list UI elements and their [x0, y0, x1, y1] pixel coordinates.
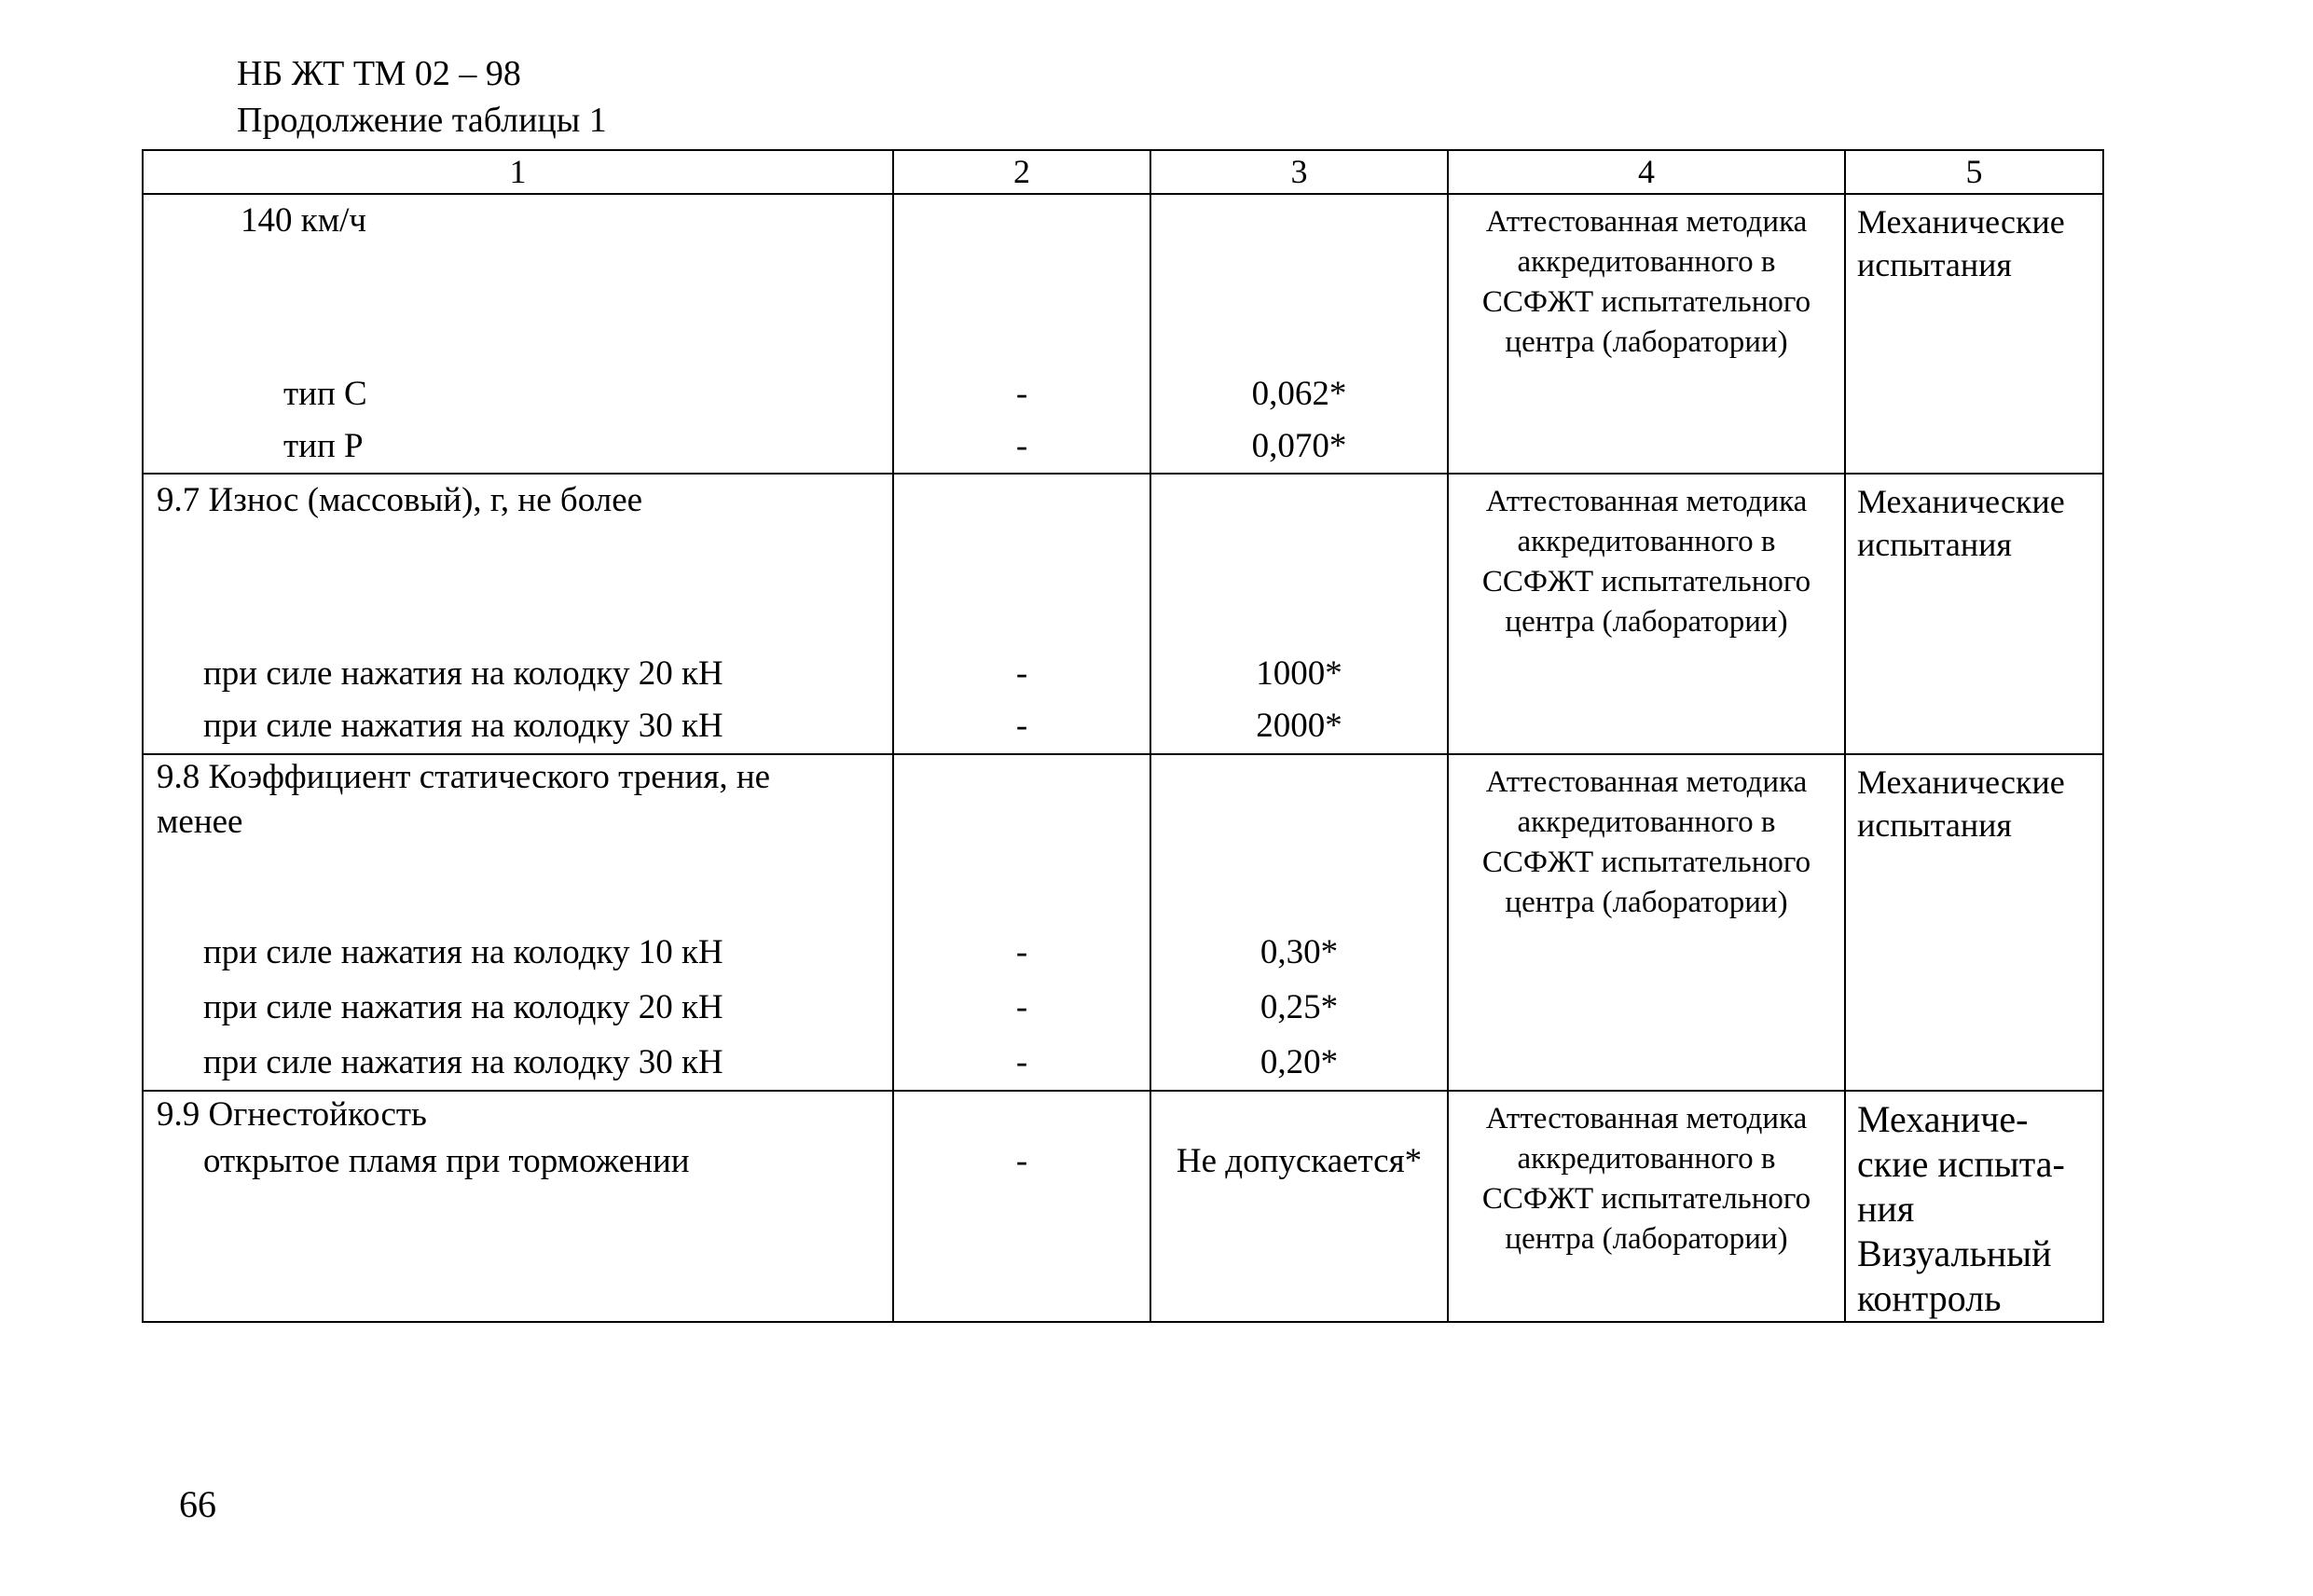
group-title: 140 км/ч	[241, 201, 367, 240]
dash-value: -	[1015, 707, 1028, 745]
value-cell-col2	[893, 754, 1150, 1091]
test-type-line: испытания	[1857, 526, 2012, 563]
norm-value: 0,062*	[1251, 375, 1347, 413]
method-line: аккредитованного в	[1517, 805, 1776, 839]
group-title: 9.7 Износ (массовый), г, не более	[157, 481, 643, 519]
parameter-label: при силе нажатия на колодку 30 кН	[203, 1043, 723, 1081]
column-number: 3	[1150, 150, 1448, 194]
test-type-line: контроль	[1857, 1277, 2002, 1319]
method-line: центра (лаборатории)	[1505, 1222, 1788, 1256]
dash-value: -	[1015, 1043, 1028, 1081]
table-row	[143, 194, 2103, 474]
dash-value: -	[1015, 933, 1028, 971]
parameter-label: тип С	[283, 375, 367, 413]
table-row	[143, 474, 2103, 754]
column-number-row	[143, 150, 2103, 194]
document-code: НБ ЖТ ТМ 02 – 98	[237, 54, 521, 93]
value-cell-col2	[893, 1091, 1150, 1322]
method-line: ССФЖТ испытательного	[1481, 285, 1811, 319]
norm-value: Не допускается*	[1176, 1142, 1423, 1180]
value-cell-col3	[1150, 474, 1448, 754]
method-line: ССФЖТ испытательного	[1481, 565, 1811, 598]
method-line: аккредитованного в	[1517, 245, 1776, 279]
table-row	[143, 1091, 2103, 1322]
test-type-line: испытания	[1857, 246, 2012, 283]
column-number: 4	[1448, 150, 1845, 194]
parameter-label: при силе нажатия на колодку 30 кН	[203, 707, 723, 745]
method-line: Аттестованная методика	[1485, 765, 1808, 799]
test-type-cell	[1845, 474, 2103, 754]
norm-value: 1000*	[1256, 654, 1342, 693]
test-type-line: ния	[1857, 1188, 1915, 1230]
dash-value: -	[1015, 427, 1028, 465]
parameter-cell	[143, 754, 893, 1091]
parameter-label: при силе нажатия на колодку 20 кН	[203, 654, 723, 693]
group-title: 9.9 Огнестойкость	[157, 1095, 427, 1134]
value-cell-col2	[893, 194, 1150, 474]
parameter-cell	[143, 194, 893, 474]
parameter-label: тип Р	[283, 427, 364, 465]
test-method-cell	[1448, 1091, 1845, 1322]
column-number: 1	[143, 150, 893, 194]
value-cell-col3	[1150, 1091, 1448, 1322]
norm-value: 2000*	[1256, 707, 1342, 745]
column-number: 2	[893, 150, 1150, 194]
parameter-label: при силе нажатия на колодку 20 кН	[203, 988, 723, 1026]
test-type-line: испытания	[1857, 806, 2012, 844]
dash-value: -	[1015, 375, 1028, 413]
test-type-cell	[1845, 194, 2103, 474]
method-line: Аттестованная методика	[1485, 205, 1808, 239]
dash-value: -	[1015, 654, 1028, 693]
test-type-cell	[1845, 754, 2103, 1091]
value-cell-col2	[893, 474, 1150, 754]
test-type-line: Механические	[1857, 483, 2065, 520]
norm-value: 0,30*	[1260, 933, 1339, 971]
test-type-line: Механические	[1857, 203, 2065, 241]
norm-value: 0,25*	[1260, 988, 1339, 1026]
test-type-line: Визуальный	[1857, 1232, 2052, 1274]
dash-value: -	[1015, 988, 1028, 1026]
test-method-cell	[1448, 754, 1845, 1091]
table-continuation-title: Продолжение таблицы 1	[237, 101, 607, 140]
method-line: Аттестованная методика	[1485, 1102, 1808, 1135]
value-cell-col3	[1150, 754, 1448, 1091]
norm-value: 0,070*	[1251, 427, 1347, 465]
test-type-line: Механические	[1857, 764, 2065, 801]
test-method-cell	[1448, 474, 1845, 754]
page-number: 66	[179, 1483, 216, 1525]
test-method-cell	[1448, 194, 1845, 474]
parameter-cell	[143, 474, 893, 754]
method-line: центра (лаборатории)	[1505, 325, 1788, 359]
value-cell-col3	[1150, 194, 1448, 474]
method-line: ССФЖТ испытательного	[1481, 1182, 1811, 1216]
column-number: 5	[1845, 150, 2103, 194]
table-row	[143, 754, 2103, 1091]
parameter-cell	[143, 1091, 893, 1322]
norm-value: 0,20*	[1260, 1043, 1339, 1081]
group-title: 9.8 Коэффициент статического трения, не	[157, 758, 771, 796]
method-line: аккредитованного в	[1517, 1142, 1776, 1176]
parameter-label: открытое пламя при торможении	[203, 1142, 690, 1180]
parameter-label: при силе нажатия на колодку 10 кН	[203, 933, 723, 971]
test-type-line: ские испыта-	[1857, 1143, 2065, 1185]
requirements-table	[142, 149, 2104, 1323]
test-type-line: Механиче-	[1857, 1098, 2029, 1140]
method-line: центра (лаборатории)	[1505, 605, 1788, 639]
method-line: Аттестованная методика	[1485, 485, 1808, 518]
test-type-cell	[1845, 1091, 2103, 1322]
method-line: ССФЖТ испытательного	[1481, 846, 1811, 879]
dash-value: -	[1015, 1142, 1028, 1180]
method-line: центра (лаборатории)	[1505, 886, 1788, 919]
group-title: менее	[157, 803, 243, 841]
method-line: аккредитованного в	[1517, 525, 1776, 558]
